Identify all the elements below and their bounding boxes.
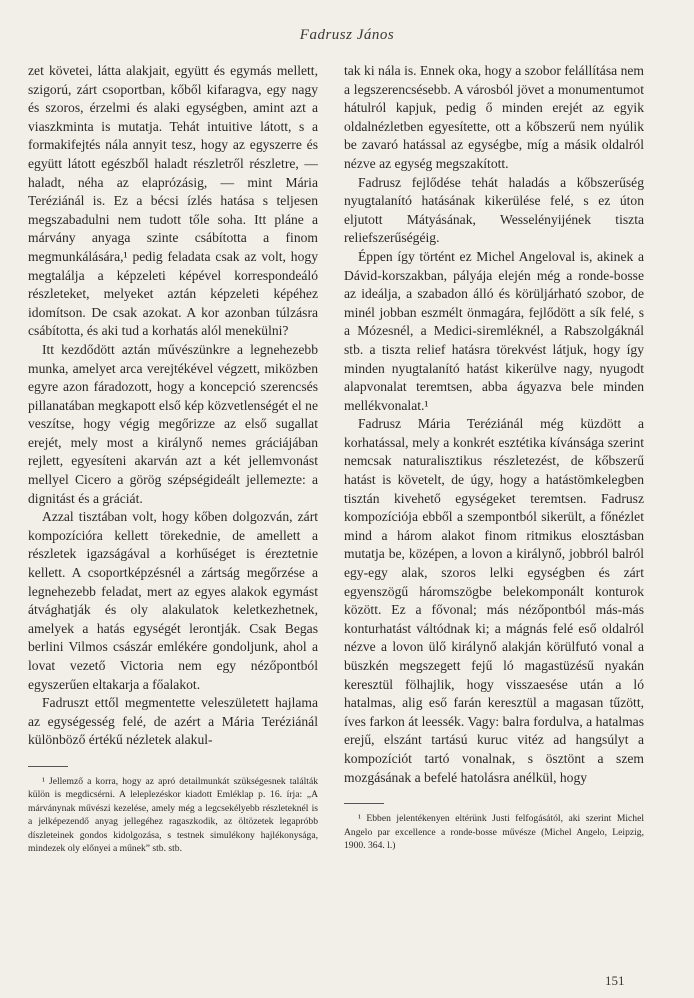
page-number: 151 [605, 973, 625, 988]
left-paragraph-3: Azzal tisztában volt, hogy kőben dolgozván, zárt kompozícióra kellett törekednie, de amellett a részletek igazságával a korhűséget is éreztetnie kellett. A csoportképzésnél a zártság megőrzése a legnehezebb feladat, mert az egyes alakok egymást átvághatják és oly alakulatok keletkezhetnek, amelyek a hatás egységét lerontják. Csak Begas berlini Vilmos császár emlékére gondoljunk, ahol a lovat vezető Victoria nem egy nézőpontból egyszerűen eltakarja a főalakot. [28, 509, 318, 692]
left-footnote: ¹ Jellemző a korra, hogy az apró detailmunkát szükségesnek találták külön is megdicsérni. A leleplezéskor kiadott Emléklap p. 16. írja: „A márványnak művészi kezelése, amely még a legcsekélyebb részleteknél is a jelképezendő anyag jellegéhez ragaszkodik, az öltözetek legapróbb díszleteinek gondos kidolgozása, s testnek simulékony hajlékonysága, mindezek oly előnyei a műnek” stb. stb. [28, 775, 318, 854]
right-paragraph-3: Éppen így történt ez Michel Angeloval is, akinek a Dávid-korszakban, pályája elején még a ronde-bosse az ideálja, a szabadon álló és körüljárható szobor, de minél jobban eszmélt önmagára, fejlődött a sík felé, s a Mózesnél, a Medici-siremléknél, a Rabszolgáknál stb. a tiszta relief hatásra törekvést látjuk, hogy így minden nyugtalanító hatást kikerülve nagy, nyugodt alapvonalat teremtsen, abba ágyazva bele minden mellékvonalat.¹ [344, 248, 644, 413]
left-column [28, 62, 318, 855]
right-paragraph-2: Fadrusz fejlődése tehát haladás a kőbszerűség nyugtalanító hatásának kikerülése felé, s ez úton eljutott Mátyásának, Wesselényijének tiszta reliefszerűségéig. [344, 174, 644, 246]
left-paragraph-1: zet követei, látta alakjait, együtt és egymás mellett, szigorú, zárt csoportban, kőből kifaragva, egy nagy és szoros, érzelmi és alaki egységben, amint azt a viaszkminta is mutatja. Tehát intuitive látott, s a formakifejtés nála annyit tesz, hogy az egyszerre és együtt látott egészből haladt részletről részletre, — haladt, néha az elaprózásig, — mint Mária Teréziánál is. Ez a bécsi ízlés hatása s teljesen megszabadulni nem tudott tőle soha. Itt pláne a márvány anyaga szinte csábította a finom megmunkálására,¹ pedig feladata csak az volt, hogy megtalálja a képzeleti képével korrespondeáló részleteket, melyeket aztán képzeleti képéhez idomítson. De csak azokat. A kor azonban túlzásra csábította, és aki tud a korhatás alól menekülni? [28, 63, 318, 339]
left-paragraph-4: Fadruszt ettől megmentette veleszületett hajlama az egységesség felé, de azért a Mária Teréziánál különböző értékű nézletek alakul- [28, 695, 318, 748]
footnote-divider [28, 766, 68, 767]
left-paragraph-2: Itt kezdődött aztán művészünkre a legnehezebb munka, amelyet arca verejtékével végzett, miközben egyre azon fáradozott, hogy a koncepció szerencsés pillanatában megkapott első kép közvetlenségét el ne veszítse, hogy végig megőrizze az első sugallat erejét, mely most a királynő nemes gráciájában rejlett, egyesíteni akarván azt a két jellemvonást mellyel Cicero a görög szépségideált jellemezte: a dignitást és a gráciát. [28, 341, 318, 506]
footnote-divider [344, 803, 384, 804]
right-paragraph-1: tak ki nála is. Ennek oka, hogy a szobor felállítása nem a legszerencsésebb. A városból jövet a monumentumot hátulról kapjuk, pedig ő minden erejét az egyik oldalnézletben egyesítette, ott a kőbszerű nem nyúlik be zavaró hatással az egységbe, míg a másik oldalról nézve az egység megszakított. [344, 63, 644, 171]
right-paragraph-4: Fadrusz Mária Teréziánál még küzdött a korhatással, mely a konkrét esztétika kívánsága szerint nemcsak naturalisztikus részletezést, de kőbszerű hatást is követelt, de úgy, hogy a hatástömkelegben tisztán kivehető egységeket teremtsen. Fadrusz kompozíciója ebből a szempontból sikerült, a főnézlet mind a három alakot finom ritmikus elosztásban mutatja be, középen, a lovon a királynő, jobbról balról egy-egy alak, szoros lelki egységben és zárt egyenszögű háromszögbe belekomponált konturok között. Ez a fővonal; más nézőpontból más-más konturhatást váltódnak ki; a mágnás felé eső oldalról nézve a lovon ülő királynő alakján körülfutó vonal a büszkén megszegett fejű ló magastüzésű nyakán keresztül fölhajlik, hogy visszaesése után a ló hatalmas, alig eső farán keresztül a magasan tűzött, íves farkon át leessék. Vagy: balra fordulva, a hatalmas erejű, elszánt tartású kuruc vitéz ad hangsúlyt a kompozíciót tartó vonalnak, s ösztönt a szem mozgásának a befelé hatolásra anélkül, hogy [344, 416, 644, 785]
running-header: Fadrusz János [299, 27, 395, 43]
right-footnote: ¹ Ebben jelentékenyen eltérünk Justi felfogásától, aki szerint Michel Angelo par excellence a ronde-bosse művésze (Michel Angelo, Leipzig, 1900. 364. l.) [344, 813, 644, 851]
right-column [344, 62, 644, 852]
